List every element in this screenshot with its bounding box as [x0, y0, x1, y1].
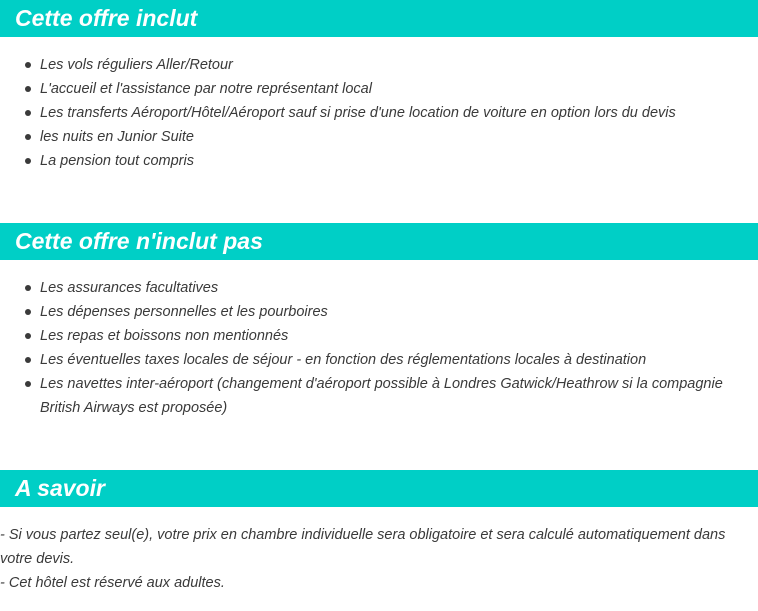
includes-list [0, 53, 758, 173]
list-item: Les repas et boissons non mentionnés [0, 324, 758, 348]
list-item: Les navettes inter-aéroport (changement d'aéroport possible à Londres Gatwick/Heathrow si la compagnie British Airways est proposée) [0, 372, 758, 420]
note-text: - Si vous partez seul(e), votre prix en chambre individuelle sera obligatoire et sera calculé automatiquement dans votre devis. [0, 527, 726, 567]
list-item: La pension tout compris [0, 149, 758, 173]
list-item: Les transferts Aéroport/Hôtel/Aéroport sauf si prise d'une location de voiture en option lors du devis [0, 101, 758, 125]
includes-title: Cette offre inclut [0, 0, 758, 37]
good-to-know-title: A savoir [0, 470, 758, 507]
list-item: Les assurances facultatives [0, 276, 758, 300]
excludes-title: Cette offre n'inclut pas [0, 223, 758, 260]
list-item: les nuits en Junior Suite [0, 125, 758, 149]
good-to-know-notes [0, 523, 758, 595]
note-text: - Cet hôtel est réservé aux adultes. [0, 575, 225, 591]
list-item: Les éventuelles taxes locales de séjour - en fonction des réglementations locales à destination [0, 348, 758, 372]
list-item: Les dépenses personnelles et les pourboires [0, 300, 758, 324]
list-item: L'accueil et l'assistance par notre représentant local [0, 77, 758, 101]
excludes-list [0, 276, 758, 420]
list-item: Les vols réguliers Aller/Retour [0, 53, 758, 77]
